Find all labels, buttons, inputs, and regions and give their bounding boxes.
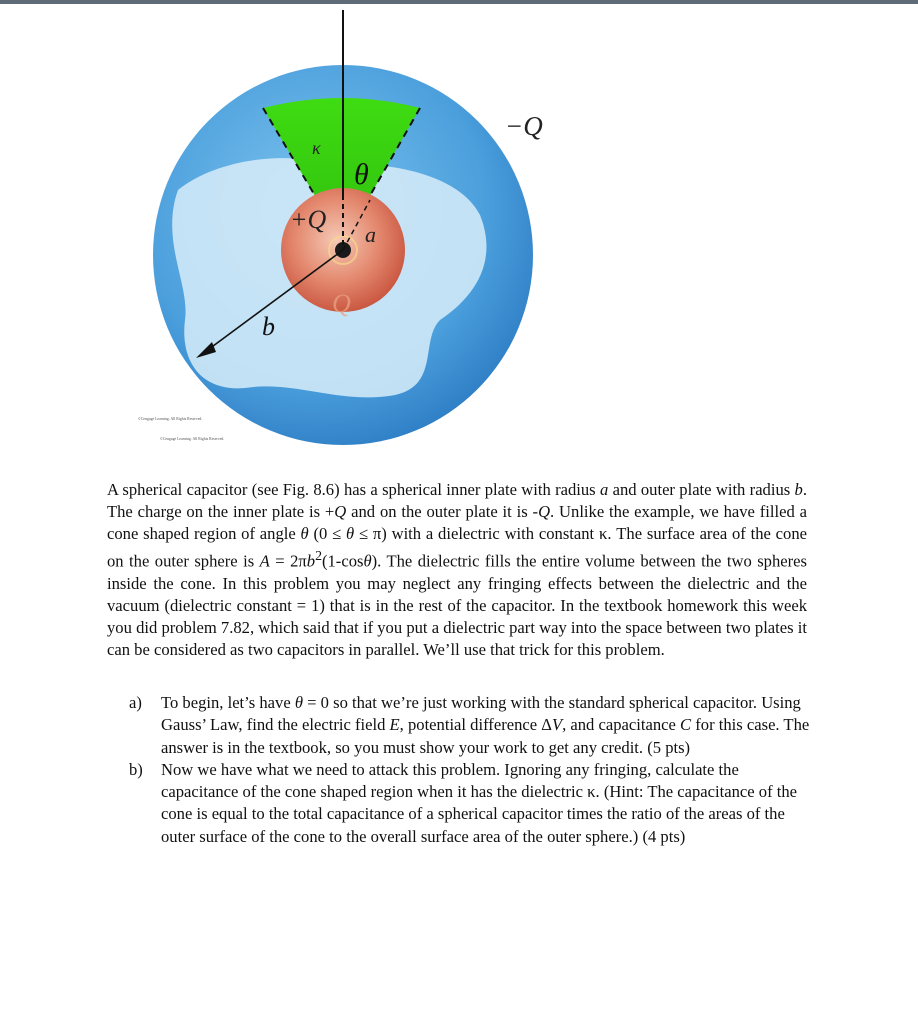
label-a: a — [365, 222, 376, 247]
copyright-mark-2: ©Cengage Learning. All Rights Reserved. — [160, 437, 225, 441]
part-b-marker: b) — [129, 759, 143, 779]
spherical-capacitor-figure — [0, 0, 918, 470]
symbol-b: b — [794, 480, 803, 499]
problem-statement: A spherical capacitor (see Fig. 8.6) has a spherical inner plate with radius a and outer plate with radius b. The charge on the inner plate is +Q and on the outer plate it is -Q. Unlike the example, we have filled a cone shaped region of angle θ (0 ≤ θ ≤ π) with a dielectric with constant κ. The surface area of the cone on the outer sphere is $A = 2\pi b^2(1-\cos\theta)$. The dielectric fills the entire volume between the two spheres inside the cone. In this problem you may neglect any fringing effects between the dielectric and the vacuum (dielectric constant = 1) that is in the rest of the capacitor. In the textbook homework this week you did problem 7.82, which said that if you put a dielectric part way into the space between two plates it can be considered as two capacitors in parallel. We’ll use that trick for this problem. — [107, 480, 807, 660]
copyright-mark-1: ©Cengage Learning. All Rights Reserved. — [138, 417, 203, 421]
question-list — [129, 692, 819, 848]
part-a-text: To begin, let’s have θ = 0 so that we’re just working with the standard spherical capacitor. Using Gauss’ Law, find the electric field E, potential difference ΔV, and capacitance C for this case. The answer is in the textbook, so you must show your work to get any credit. (5 pts) — [161, 693, 810, 757]
symbol-a: a — [599, 480, 609, 499]
part-a-marker: a) — [129, 693, 142, 712]
question-part-a — [129, 692, 819, 759]
label-theta: θ — [354, 158, 369, 191]
part-b-text: Now we have what we need to attack this problem. Ignoring any fringing, calculate the capacitance of the cone shaped region when it has the dielectric κ. (Hint: The capacitance of the cone is equal to the total capacitance of a spherical capacitor times the ratio of the areas of the outer surface of the cone to the overall surface area of the outer sphere.) (4 pts) — [161, 759, 798, 846]
label-b: b — [262, 312, 275, 341]
question-part-b — [129, 759, 819, 848]
label-kappa: κ — [312, 138, 321, 158]
label-q-faint: Q — [332, 289, 351, 318]
label-inner-charge: +Q — [290, 205, 327, 234]
label-outer-charge: −Q — [505, 111, 543, 141]
